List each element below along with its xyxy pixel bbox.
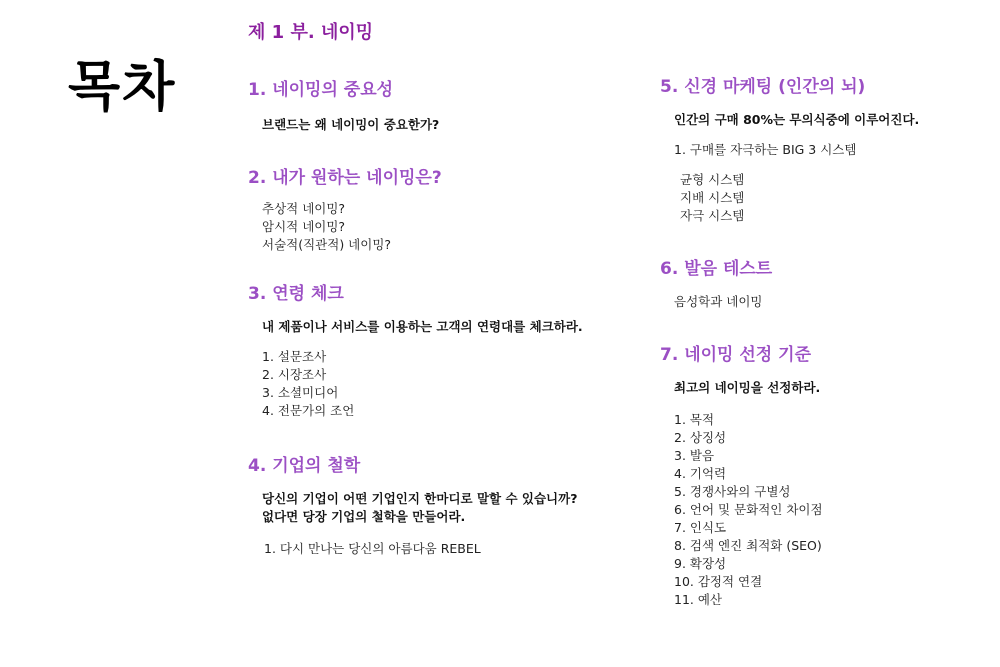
section-heading: 2. 내가 원하는 네이밍은? [248, 168, 442, 188]
list-item: 11. 예산 [674, 592, 723, 607]
list-item: 암시적 네이밍? [262, 219, 346, 234]
list-item: 서술적(직관적) 네이밍? [262, 237, 392, 252]
right-column [660, 75, 1000, 609]
list-item: 3. 소셜미디어 [262, 385, 339, 400]
list-item: 1. 구매를 자극하는 BIG 3 시스템 [674, 142, 857, 157]
section-5 [660, 75, 1000, 225]
list-item: 2. 시장조사 [262, 367, 327, 382]
part-title: 제 1 부. 네이밍 [248, 22, 374, 43]
section-subtitle-line: 당신의 기업이 어떤 기업인지 한마디로 말할 수 있습니까? [262, 491, 578, 506]
section-heading: 3. 연령 체크 [248, 284, 344, 304]
section-subtitle: 내 제품이나 서비스를 이용하는 고객의 연령대를 체크하라. [262, 319, 583, 334]
list-item: 3. 발음 [674, 448, 715, 463]
list-item: 2. 상징성 [674, 430, 727, 445]
list-item: 균형 시스템 [680, 172, 745, 187]
list-item: 6. 언어 및 문화적인 차이점 [674, 502, 823, 517]
section-subtitle: 최고의 네이밍을 선정하라. [674, 380, 821, 395]
list-item: 추상적 네이밍? [262, 201, 346, 216]
item-list [248, 540, 638, 558]
section-heading: 6. 발음 테스트 [660, 259, 773, 279]
list-item: 9. 확장성 [674, 556, 727, 571]
section-heading: 7. 네이밍 선정 기준 [660, 345, 811, 365]
list-item: 1. 다시 만나는 당신의 아름다움 REBEL [264, 541, 481, 556]
section-subtitle-line: 없다면 당장 기업의 철학을 만들어라. [262, 509, 466, 524]
list-item: 7. 인식도 [674, 520, 727, 535]
item-list [248, 348, 638, 420]
list-item: 4. 기억력 [674, 466, 727, 481]
list-item: 음성학과 네이밍 [674, 294, 763, 309]
list-item: 10. 감정적 연결 [674, 574, 763, 589]
section-heading: 5. 신경 마케팅 (인간의 뇌) [660, 77, 866, 97]
list-item: 1. 설문조사 [262, 349, 327, 364]
item-list [660, 411, 1000, 609]
section-1 [248, 78, 638, 134]
sub-item-list [660, 171, 1000, 225]
list-item: 1. 목적 [674, 412, 715, 427]
section-subtitle: 브랜드는 왜 네이밍이 중요한가? [262, 117, 440, 132]
left-column [248, 78, 638, 558]
section-2 [248, 166, 638, 254]
list-item: 지배 시스템 [680, 190, 745, 205]
section-heading: 1. 네이밍의 중요성 [248, 80, 394, 100]
section-4 [248, 454, 638, 558]
section-heading: 4. 기업의 철학 [248, 456, 361, 476]
section-3 [248, 282, 638, 420]
section-6 [660, 257, 1000, 311]
item-list [248, 200, 638, 254]
section-7 [660, 343, 1000, 609]
list-item: 5. 경쟁사와의 구별성 [674, 484, 791, 499]
list-item: 자극 시스템 [680, 208, 745, 223]
list-item: 8. 검색 엔진 최적화 (SEO) [674, 538, 822, 553]
list-item: 4. 전문가의 조언 [262, 403, 355, 418]
section-subtitle: 인간의 구매 80%는 무의식중에 이루어진다. [674, 112, 920, 127]
toc-title: 목차 [68, 55, 177, 118]
